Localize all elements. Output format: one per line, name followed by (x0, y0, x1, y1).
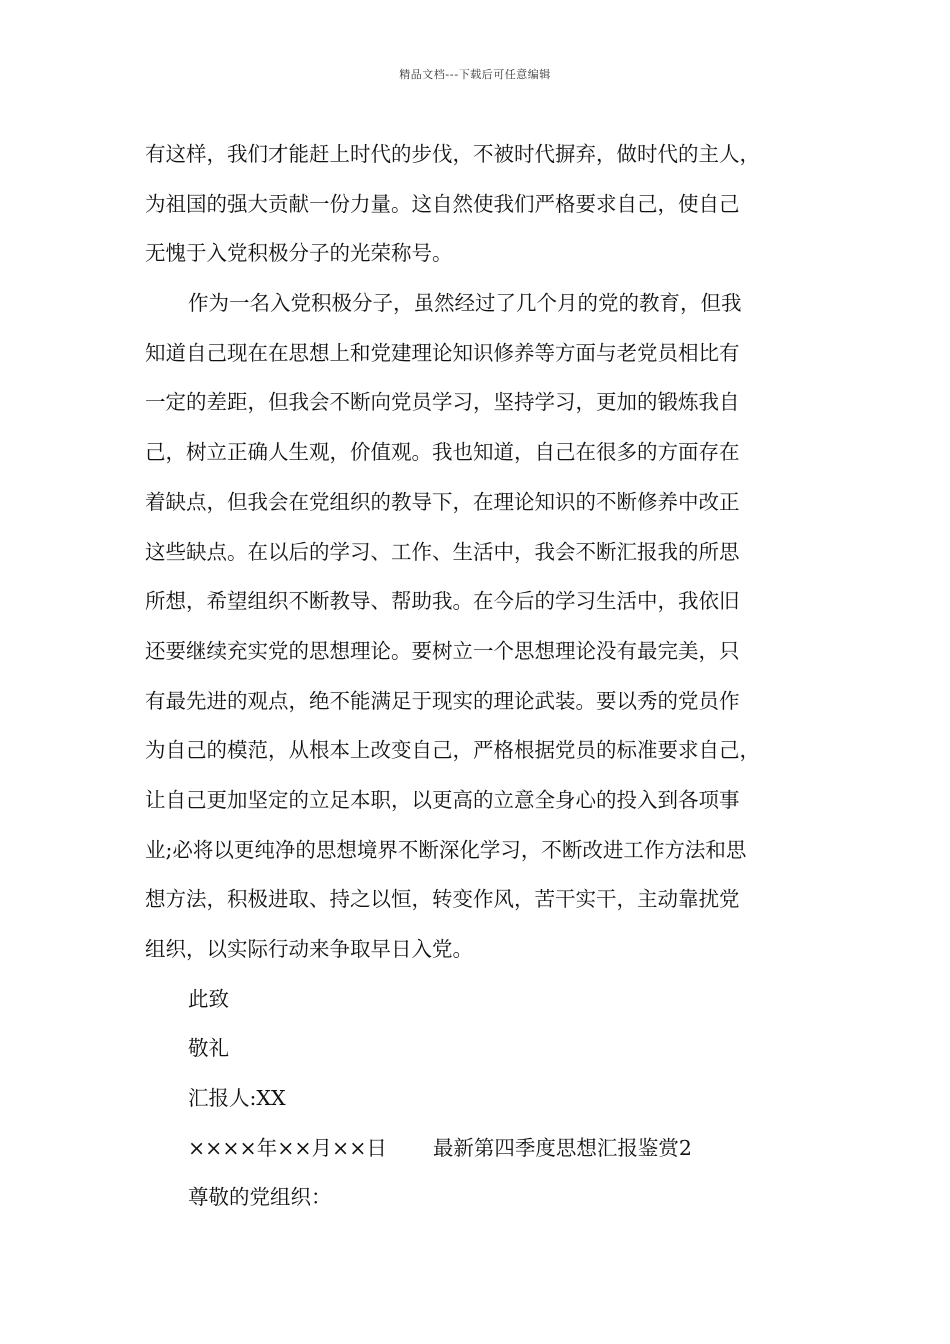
paragraph-line: 无愧于入党积极分子的光荣称号。 (145, 241, 453, 266)
paragraph-line: 组织，以实际行动来争取早日入党。 (145, 937, 473, 961)
paragraph-line: 还要继续充实党的思想理论。要树立一个思想理论没有最完美，只 (145, 638, 740, 663)
paragraph-line: 业;必将以更纯净的思想境界不断深化学习，不断改进工作方法和思 (145, 837, 747, 862)
paragraph-line: 这些缺点。在以后的学习、工作、生活中，我会不断汇报我的所思 (145, 539, 740, 564)
reporter-line: 汇报人:XX (188, 1086, 286, 1111)
report-date: ××××年××月××日 (188, 1135, 387, 1160)
next-report-title: 最新第四季度思想汇报鉴赏2 (432, 1135, 692, 1160)
paragraph-line: 知道自己现在在思想上和党建理论知识修养等方面与老党员相比有 (145, 340, 740, 365)
paragraph-line: 为自己的模范，从根本上改变自己，严格根据党员的标准要求自己， (145, 738, 760, 763)
paragraph-line: 想方法，积极进取、持之以恒，转变作风，苦干实干，主动靠扰党 (145, 887, 740, 912)
paragraph-line: 作为一名入党积极分子，虽然经过了几个月的党的教育，但我 (188, 291, 742, 316)
paragraph-line: 有最先进的观点，绝不能满足于现实的理论武装。要以秀的党员作 (145, 688, 740, 713)
page-header: 精品文档---下载后可任意编辑 (399, 68, 551, 81)
paragraph-line: 让自己更加坚定的立足本职，以更高的立意全身心的投入到各项事 (145, 787, 740, 812)
paragraph-line: 有这样，我们才能赶上时代的步伐，不被时代摒弃，做时代的主人， (145, 142, 760, 166)
document-body (145, 130, 835, 1223)
salute-phrase: 敬礼 (188, 1036, 229, 1061)
paragraph-line: 着缺点，但我会在党组织的教导下，在理论知识的不断修养中改正 (145, 489, 740, 514)
paragraph-line: 所想，希望组织不断教导、帮助我。在今后的学习生活中，我依旧 (145, 589, 740, 614)
paragraph-line: 己，树立正确人生观，价值观。我也知道，自己在很多的方面存在 (145, 440, 740, 465)
greeting-line: 尊敬的党组织： (188, 1185, 332, 1210)
paragraph-line: 一定的差距，但我会不断向党员学习，坚持学习，更加的锻炼我自 (145, 390, 740, 415)
date-and-title-line (145, 1124, 835, 1174)
closing-phrase: 此致 (188, 986, 229, 1011)
paragraph-line: 为祖国的强大贡献一份力量。这自然使我们严格要求自己，使自己 (145, 191, 740, 216)
